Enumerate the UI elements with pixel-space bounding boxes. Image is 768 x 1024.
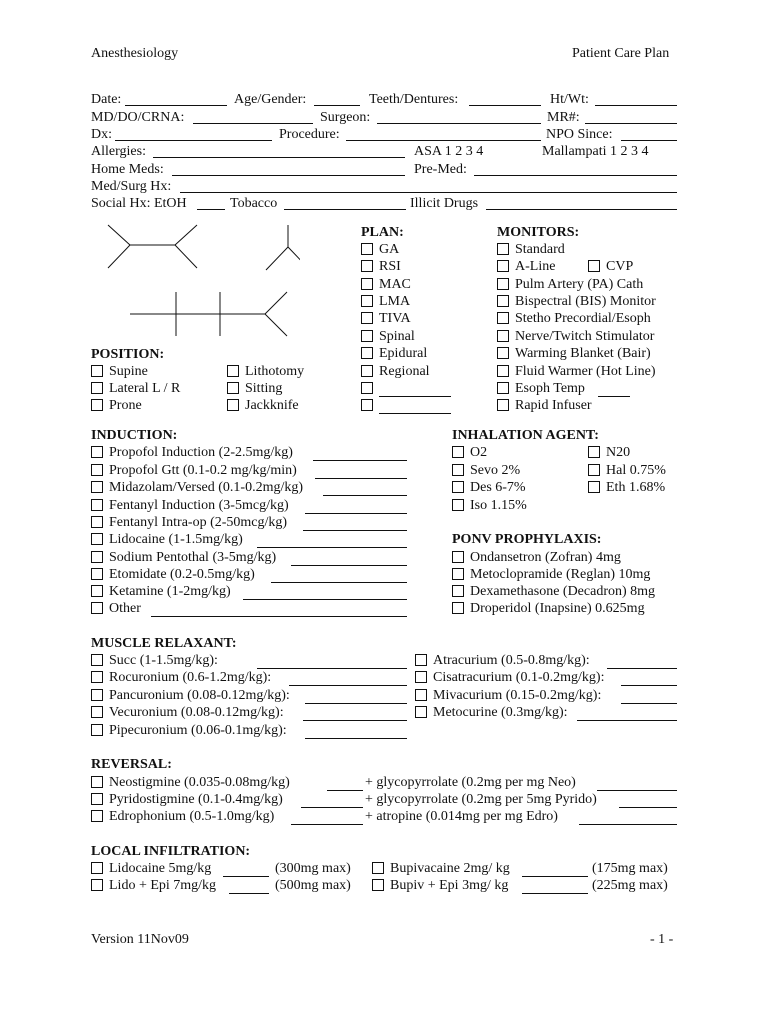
induction-item[interactable]: Other: [91, 601, 407, 617]
date-field[interactable]: [125, 105, 227, 106]
monitor-pa-cath[interactable]: Pulm Artery (PA) Cath: [497, 277, 677, 293]
monitor-cvp[interactable]: CVP: [588, 259, 648, 275]
reversal-title: REVERSAL:: [91, 757, 172, 772]
local-item[interactable]: Lido + Epi 7mg/kg (500mg max): [91, 878, 371, 894]
form-title: Patient Care Plan: [572, 46, 670, 61]
department-label: Anesthesiology: [91, 46, 179, 61]
procedure-field[interactable]: [346, 140, 541, 141]
asa-options[interactable]: ASA 1 2 3 4: [414, 144, 484, 159]
inhalation-sevo[interactable]: Sevo 2%: [452, 463, 572, 479]
page-number: - 1 -: [650, 932, 674, 947]
local-item[interactable]: Lidocaine 5mg/kg (300mg max): [91, 861, 371, 877]
muscle-relaxant-item[interactable]: Vecuronium (0.08-0.12mg/kg):: [91, 705, 407, 721]
monitor-a-line[interactable]: A-Line: [497, 259, 577, 275]
inhalation-n2o[interactable]: N20: [588, 445, 678, 461]
med-surg-label: Med/Surg Hx:: [91, 179, 172, 194]
muscle-relaxant-item[interactable]: Pancuronium (0.08-0.12mg/kg):: [91, 688, 407, 704]
version-label: Version 11Nov09: [91, 932, 189, 947]
muscle-relaxant-item[interactable]: Mivacurium (0.15-0.2mg/kg):: [415, 688, 677, 704]
ht-wt-label: Ht/Wt:: [550, 92, 589, 107]
md-field[interactable]: [193, 123, 313, 124]
muscle-relaxant-item[interactable]: Succ (1-1.5mg/kg):: [91, 653, 407, 669]
reversal-item[interactable]: Neostigmine (0.035-0.08mg/kg) + glycopyrrolate (0.2mg per mg Neo): [91, 775, 677, 791]
ponv-item[interactable]: Ondansetron (Zofran) 4mg: [452, 550, 677, 566]
muscle-relaxant-item[interactable]: Atracurium (0.5-0.8mg/kg):: [415, 653, 677, 669]
plan-lma[interactable]: LMA: [361, 294, 481, 310]
monitors-title: MONITORS:: [497, 225, 580, 240]
ponv-item[interactable]: Metoclopramide (Reglan) 10mg: [452, 567, 677, 583]
plan-epidural[interactable]: Epidural: [361, 346, 481, 362]
tobacco-field[interactable]: [284, 209, 406, 210]
med-surg-field[interactable]: [180, 192, 677, 193]
plan-ga[interactable]: GA: [361, 242, 481, 258]
illicit-drugs-field[interactable]: [486, 209, 677, 210]
induction-item[interactable]: Propofol Gtt (0.1-0.2 mg/kg/min): [91, 463, 407, 479]
muscle-relaxant-title: MUSCLE RELAXANT:: [91, 636, 237, 651]
mr-label: MR#:: [547, 110, 580, 125]
plan-spinal[interactable]: Spinal: [361, 329, 481, 345]
ponv-title: PONV PROPHYLAXIS:: [452, 532, 602, 547]
social-etoh-label: Social Hx: EtOH: [91, 196, 187, 211]
monitor-esoph-temp[interactable]: Esoph Temp: [497, 381, 677, 397]
monitor-fluid-warmer[interactable]: Fluid Warmer (Hot Line): [497, 364, 677, 380]
plan-tiva[interactable]: TIVA: [361, 311, 481, 327]
position-prone[interactable]: Prone: [91, 398, 221, 414]
reversal-item[interactable]: Pyridostigmine (0.1-0.4mg/kg) + glycopyrrolate (0.2mg per 5mg Pyrido): [91, 792, 677, 808]
plan-other-2[interactable]: [361, 398, 481, 414]
plan-title: PLAN:: [361, 225, 404, 240]
allergies-field[interactable]: [153, 157, 405, 158]
induction-title: INDUCTION:: [91, 428, 178, 443]
plan-rsi[interactable]: RSI: [361, 259, 481, 275]
allergies-label: Allergies:: [91, 144, 146, 159]
surgeon-field[interactable]: [377, 123, 541, 124]
local-infiltration-title: LOCAL INFILTRATION:: [91, 844, 251, 859]
muscle-relaxant-item[interactable]: Cisatracurium (0.1-0.2mg/kg):: [415, 670, 677, 686]
monitor-rapid-infuser[interactable]: Rapid Infuser: [497, 398, 677, 414]
monitor-stetho[interactable]: Stetho Precordial/Esoph: [497, 311, 677, 327]
pre-med-field[interactable]: [474, 175, 677, 176]
md-label: MD/DO/CRNA:: [91, 110, 185, 125]
etoh-field[interactable]: [197, 209, 225, 210]
induction-item[interactable]: Fentanyl Induction (3-5mcg/kg): [91, 498, 407, 514]
inhalation-eth[interactable]: Eth 1.68%: [588, 480, 678, 496]
muscle-relaxant-item[interactable]: Metocurine (0.3mg/kg):: [415, 705, 677, 721]
induction-item[interactable]: Lidocaine (1-1.5mg/kg): [91, 532, 407, 548]
muscle-relaxant-item[interactable]: Rocuronium (0.6-1.2mg/kg):: [91, 670, 407, 686]
muscle-relaxant-item[interactable]: Pipecuronium (0.06-0.1mg/kg):: [91, 723, 407, 739]
position-supine[interactable]: Supine: [91, 364, 221, 380]
induction-item[interactable]: Etomidate (0.2-0.5mg/kg): [91, 567, 407, 583]
date-label: Date:: [91, 92, 122, 107]
inhalation-des[interactable]: Des 6-7%: [452, 480, 572, 496]
procedure-label: Procedure:: [279, 127, 340, 142]
position-lateral[interactable]: Lateral L / R: [91, 381, 221, 397]
pre-med-label: Pre-Med:: [414, 162, 467, 177]
inhalation-title: INHALATION AGENT:: [452, 428, 599, 443]
position-title: POSITION:: [91, 347, 165, 362]
inhalation-iso[interactable]: Iso 1.15%: [452, 498, 572, 514]
position-lithotomy[interactable]: Lithotomy: [227, 364, 337, 380]
inhalation-o2[interactable]: O2: [452, 445, 572, 461]
ponv-item[interactable]: Dexamethasone (Decadron) 8mg: [452, 584, 677, 600]
local-item[interactable]: Bupivacaine 2mg/ kg (175mg max): [372, 861, 677, 877]
plan-other-1[interactable]: [361, 381, 481, 397]
age-gender-label: Age/Gender:: [234, 92, 307, 107]
induction-item[interactable]: Ketamine (1-2mg/kg): [91, 584, 407, 600]
airway-diagram-icon: [100, 220, 300, 350]
ponv-item[interactable]: Droperidol (Inapsine) 0.625mg: [452, 601, 677, 617]
mallampati-options[interactable]: Mallampati 1 2 3 4: [542, 144, 649, 159]
age-gender-field[interactable]: [314, 105, 360, 106]
induction-item[interactable]: Fentanyl Intra-op (2-50mcg/kg): [91, 515, 407, 531]
induction-item[interactable]: Midazolam/Versed (0.1-0.2mg/kg): [91, 480, 407, 496]
plan-mac[interactable]: MAC: [361, 277, 481, 293]
home-meds-field[interactable]: [172, 175, 405, 176]
ht-wt-field[interactable]: [595, 105, 677, 106]
teeth-field[interactable]: [469, 105, 541, 106]
induction-item[interactable]: Propofol Induction (2-2.5mg/kg): [91, 445, 407, 461]
illicit-drugs-label: Illicit Drugs: [410, 196, 479, 211]
surgeon-label: Surgeon:: [320, 110, 371, 125]
monitor-nerve-stimulator[interactable]: Nerve/Twitch Stimulator: [497, 329, 677, 345]
position-jackknife[interactable]: Jackknife: [227, 398, 337, 414]
mr-field[interactable]: [585, 123, 677, 124]
local-item[interactable]: Bupiv + Epi 3mg/ kg (225mg max): [372, 878, 677, 894]
position-sitting[interactable]: Sitting: [227, 381, 337, 397]
teeth-label: Teeth/Dentures:: [369, 92, 459, 107]
dx-field[interactable]: [115, 140, 272, 141]
npo-field[interactable]: [621, 140, 677, 141]
tobacco-label: Tobacco: [230, 196, 278, 211]
monitor-bis[interactable]: Bispectral (BIS) Monitor: [497, 294, 677, 310]
monitor-warming-blanket[interactable]: Warming Blanket (Bair): [497, 346, 677, 362]
home-meds-label: Home Meds:: [91, 162, 164, 177]
npo-label: NPO Since:: [546, 127, 613, 142]
induction-item[interactable]: Sodium Pentothal (3-5mg/kg): [91, 550, 407, 566]
monitor-standard[interactable]: Standard: [497, 242, 677, 258]
reversal-item[interactable]: Edrophonium (0.5-1.0mg/kg) + atropine (0.014mg per mg Edro): [91, 809, 677, 825]
dx-label: Dx:: [91, 127, 112, 142]
inhalation-hal[interactable]: Hal 0.75%: [588, 463, 678, 479]
plan-regional[interactable]: Regional: [361, 364, 481, 380]
